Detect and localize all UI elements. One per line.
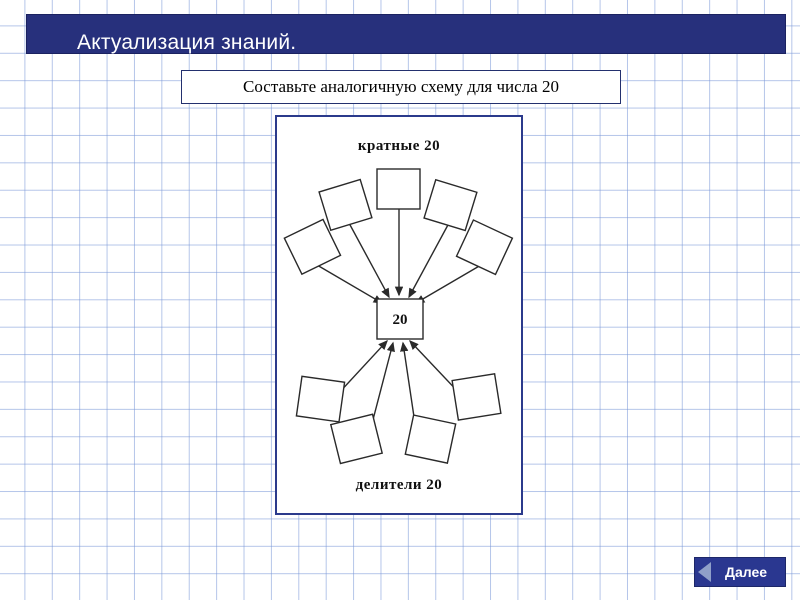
diagram-panel	[275, 115, 523, 515]
radial-diagram	[277, 117, 521, 513]
empty-box-top-right[interactable]	[424, 180, 477, 231]
arrow-top-2	[349, 223, 389, 297]
diagram-top-label: кратные 20	[357, 138, 441, 154]
arrow-top-4	[409, 223, 449, 297]
title-bar	[26, 14, 786, 54]
empty-box-top-left[interactable]	[319, 179, 372, 230]
next-arrow-icon	[698, 562, 711, 582]
empty-box-bottom-far-left[interactable]	[296, 376, 344, 422]
empty-box-bottom-far-right[interactable]	[452, 374, 501, 420]
arrow-top-5	[416, 265, 481, 303]
page-title: Актуализация знаний.	[77, 31, 297, 54]
arrow-top-3	[317, 265, 382, 303]
center-box-value: 20	[392, 312, 408, 328]
empty-box-top-center[interactable]	[377, 169, 420, 209]
diagram-bottom-label: делители 20	[355, 477, 443, 493]
next-button[interactable]	[694, 557, 786, 587]
next-button-label: Далее	[724, 564, 768, 580]
task-prompt-box	[181, 70, 621, 104]
empty-box-bottom-right[interactable]	[405, 415, 455, 463]
task-prompt-text: Составьте аналогичную схему для числа 20	[243, 77, 559, 96]
